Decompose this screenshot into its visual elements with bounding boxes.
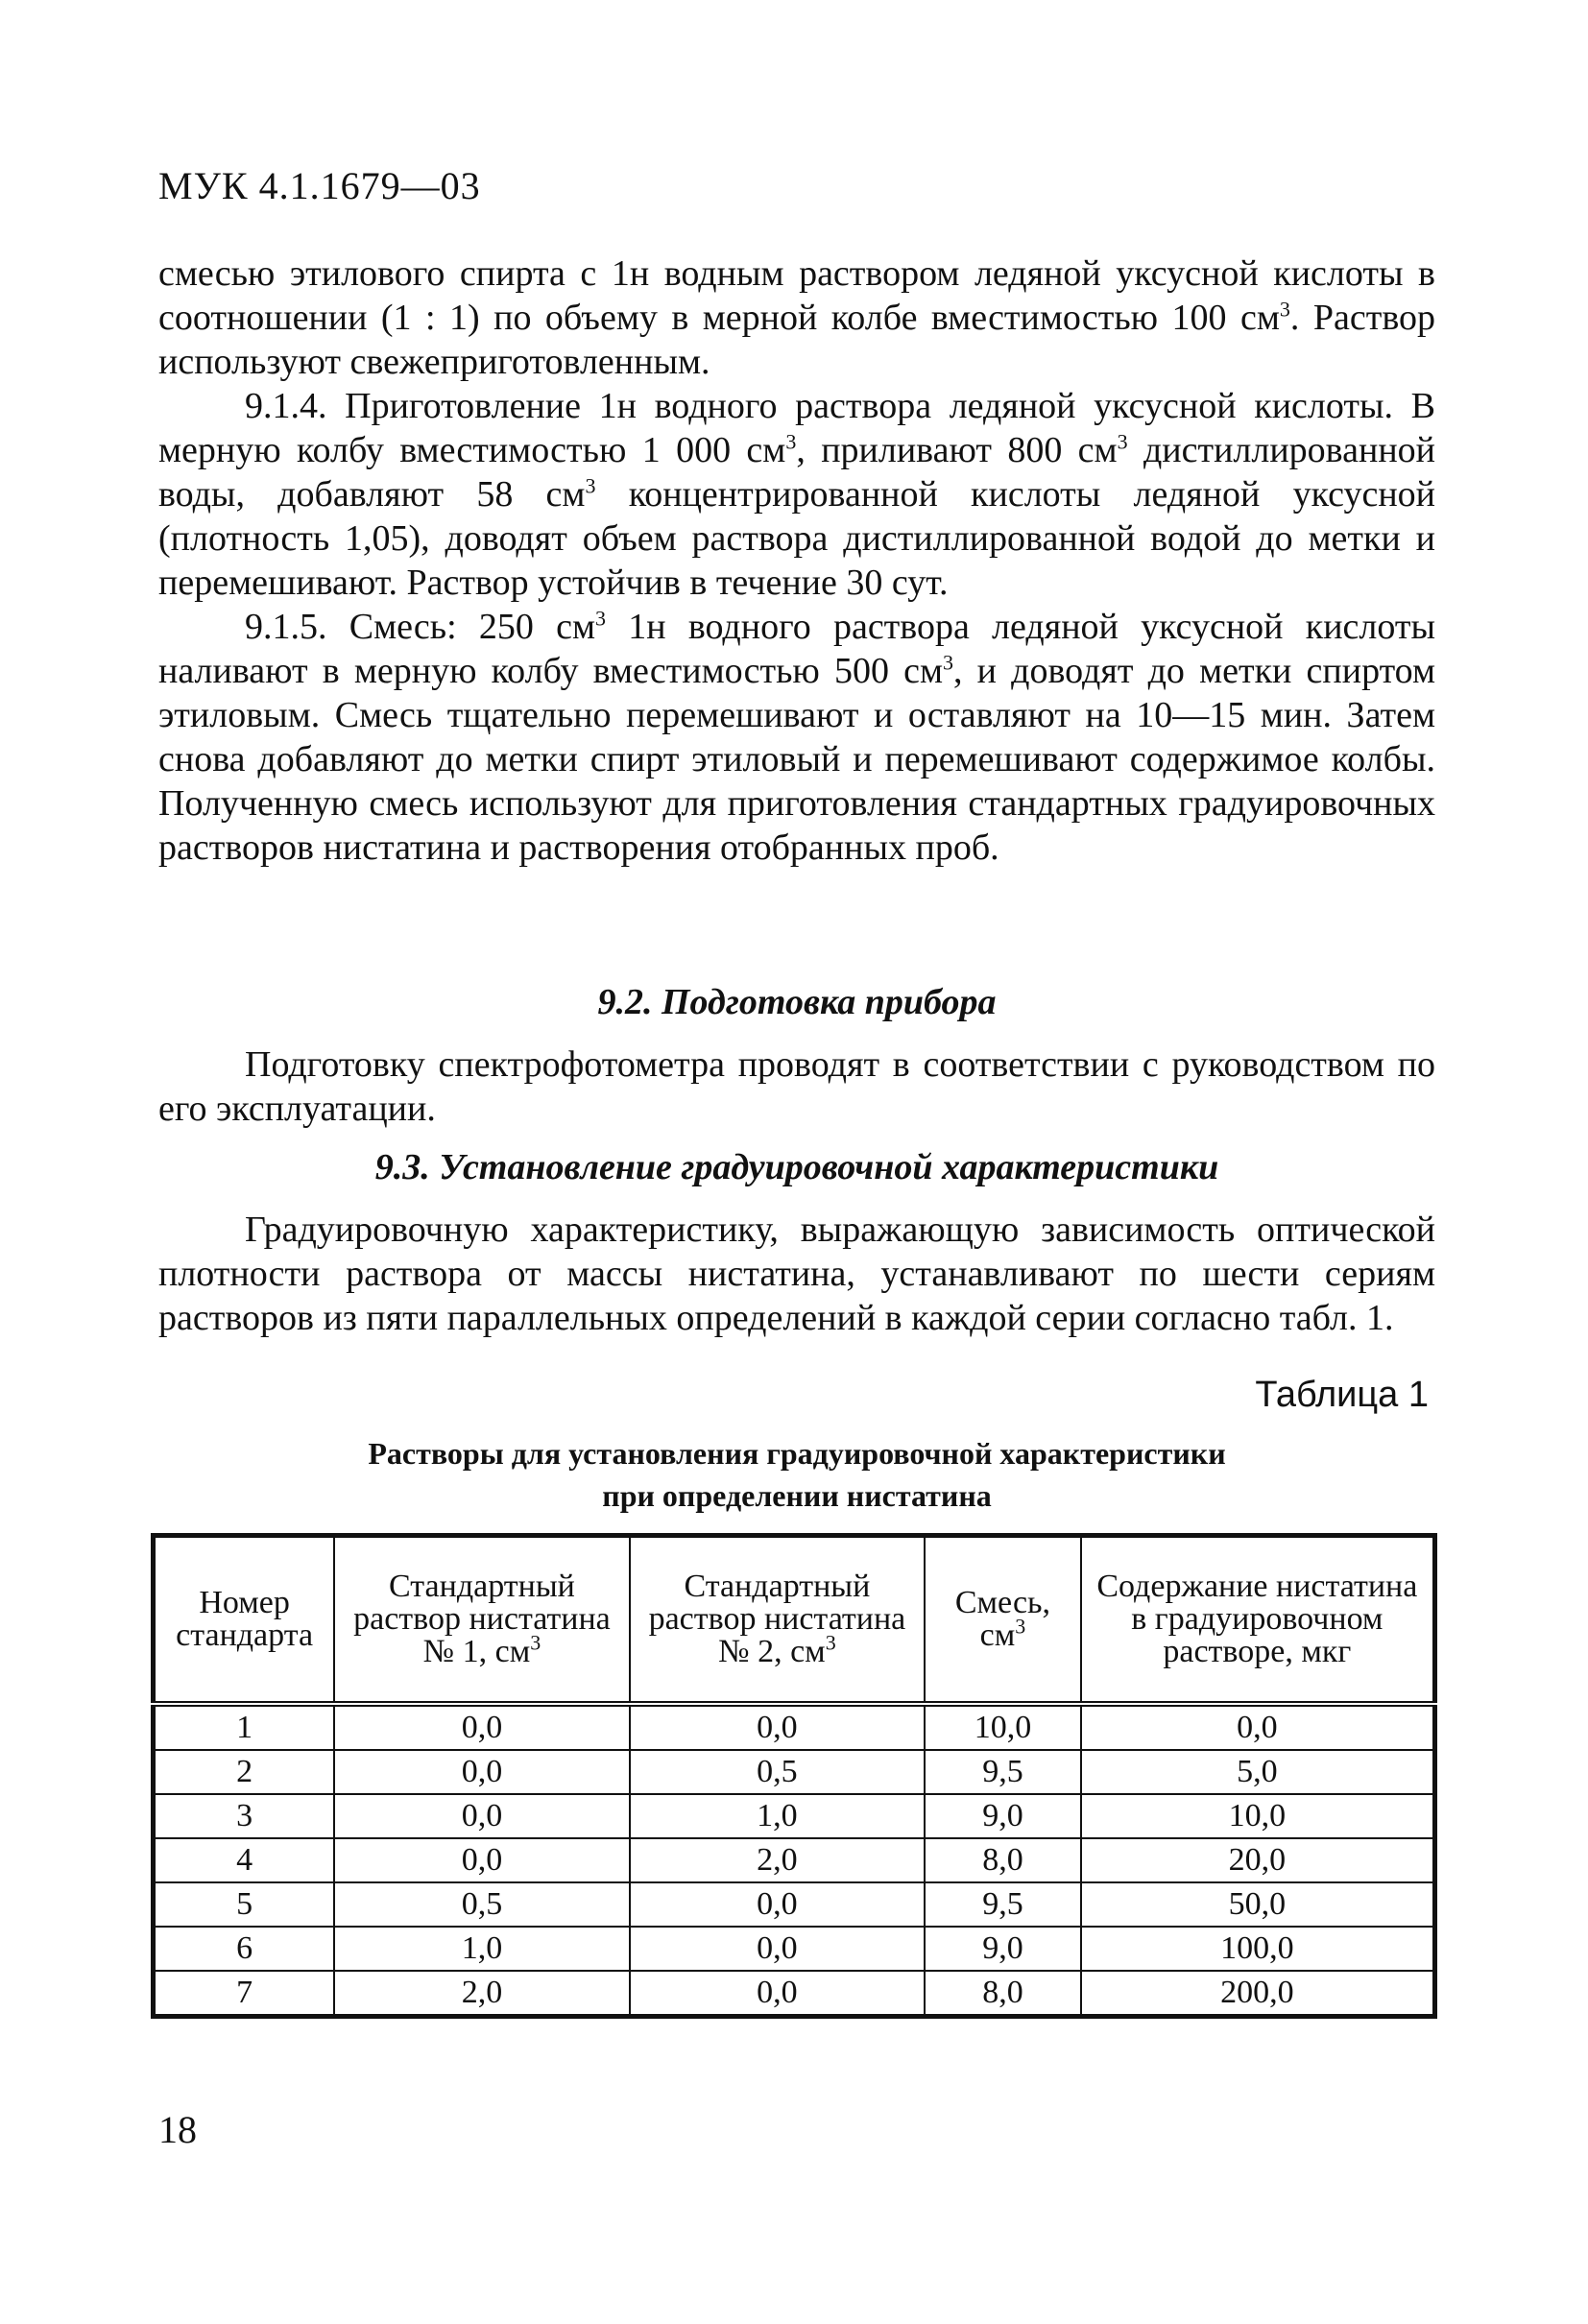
- table-cell: 50,0: [1081, 1882, 1435, 1927]
- table-cell: 9,5: [925, 1882, 1081, 1927]
- table-cell: 2: [154, 1750, 335, 1794]
- table-cell: 5,0: [1081, 1750, 1435, 1794]
- table-cell: 100,0: [1081, 1927, 1435, 1971]
- table-cell: 2,0: [630, 1838, 925, 1882]
- table-cell: 5: [154, 1882, 335, 1927]
- table-cell: 1: [154, 1704, 335, 1750]
- table-cell: 7: [154, 1971, 335, 2017]
- solutions-table: [151, 1533, 1437, 2019]
- table-row: [154, 1794, 1435, 1838]
- table-cell: 6: [154, 1927, 335, 1971]
- header-solution-2: Стандартный раствор нистатина № 2, $см^3$: [630, 1536, 925, 1705]
- table-cell: 8,0: [925, 1838, 1081, 1882]
- table-cell: 0,5: [630, 1750, 925, 1794]
- text-block-9-2: [158, 1042, 1435, 1131]
- table-body: [154, 1704, 1435, 2017]
- table-cell: 9,0: [925, 1927, 1081, 1971]
- header-solution-1: Стандартный раствор нистатина № 1, $см^3$: [334, 1536, 629, 1705]
- table-cell: 10,0: [925, 1704, 1081, 1750]
- table-cell: 200,0: [1081, 1971, 1435, 2017]
- paragraph-9-1-5: 9.1.5. Смесь: 250 $см^3$ 1н водного раствора ледяной уксусной кислоты наливают в мерную колбу вместимостью 500 $см^3$, и доводят до метки спиртом этиловым. Смесь тщательно перемешивают и оставляют на 10—15 мин. Затем снова добавляют до метки спирт этиловый и перемешивают содержимое колбы. Полученную смесь используют для приготовления стандартных градуировочных растворов нистатина и растворения отобранных проб.: [158, 606, 1435, 868]
- header-standard-number: Номер стандарта: [154, 1536, 335, 1705]
- table-row: [154, 1971, 1435, 2017]
- table-cell: 8,0: [925, 1971, 1081, 2017]
- table-title: [158, 1432, 1435, 1517]
- table-label: Таблица 1: [1255, 1375, 1429, 1415]
- paragraph-continuation: смесью этилового спирта с 1н водным раствором ледяной уксусной кислоты в соотношении (1 : 1) по объему в мерной колбе вместимостью 100 $см^3$. Раствор используют свежеприготовленным.: [158, 253, 1436, 382]
- table-row: [154, 1838, 1435, 1882]
- table-cell: 0,0: [630, 1927, 925, 1971]
- table-cell: 0,0: [630, 1882, 925, 1927]
- header-content: Содержание нистатина в градуировочном растворе, мкг: [1081, 1536, 1435, 1705]
- table-cell: 0,0: [334, 1794, 629, 1838]
- section-heading-9-3: 9.3. Установление градуировочной характеристики: [374, 1147, 1219, 1187]
- table-title-line-2: при определении нистатина: [602, 1478, 992, 1513]
- table-row: [154, 1704, 1435, 1750]
- table-header-row: [154, 1536, 1435, 1705]
- table-cell: 0,0: [334, 1838, 629, 1882]
- table-cell: 0,0: [630, 1704, 925, 1750]
- table-cell: 1,0: [334, 1927, 629, 1971]
- text-block-top: [158, 252, 1435, 870]
- table-row: [154, 1750, 1435, 1794]
- paragraph-calibration: Градуировочную характеристику, выражающую зависимость оптической плотности раствора от массы нистатина, устанавливают по шести сериям растворов из пяти параллельных определений в каждой серии согласно табл. 1.: [158, 1210, 1435, 1338]
- table-cell: 1,0: [630, 1794, 925, 1838]
- header-mixture: Смесь, $см^3$: [925, 1536, 1081, 1705]
- table-cell: 0,5: [334, 1882, 629, 1927]
- table-cell: 3: [154, 1794, 335, 1838]
- table-cell: 9,0: [925, 1794, 1081, 1838]
- table-cell: 0,0: [334, 1704, 629, 1750]
- table-cell: 0,0: [334, 1750, 629, 1794]
- table-cell: 20,0: [1081, 1838, 1435, 1882]
- table-cell: 2,0: [334, 1971, 629, 2017]
- table-cell: 9,5: [925, 1750, 1081, 1794]
- document-code: МУК 4.1.1679—03: [158, 164, 481, 207]
- table-cell: 0,0: [630, 1971, 925, 2017]
- table-cell: 4: [154, 1838, 335, 1882]
- paragraph-device-prep: Подготовку спектрофотометра проводят в соответствии с руководством по его эксплуатации.: [158, 1044, 1435, 1129]
- table-row: [154, 1882, 1435, 1927]
- text-block-9-3: [158, 1208, 1435, 1340]
- table-cell: 0,0: [1081, 1704, 1435, 1750]
- page-number: 18: [158, 2108, 197, 2151]
- table-title-line-1: Растворы для установления градуировочной характеристики: [368, 1436, 1226, 1471]
- paragraph-9-1-4: 9.1.4. Приготовление 1н водного раствора ледяной уксусной кислоты. В мерную колбу вместимостью 1 000 $см^3$, приливают 800 $см^3$ дистиллированной воды, добавляют 58 $см^3$ концентрированной кислоты ледяной уксусной (плотность 1,05), доводят объем раствора дистиллированной водой до метки и перемешивают. Раствор устойчив в течение 30 сут.: [158, 386, 1436, 603]
- section-heading-9-2: 9.2. Подготовка прибора: [597, 982, 997, 1022]
- table-row: [154, 1927, 1435, 1971]
- table-cell: 10,0: [1081, 1794, 1435, 1838]
